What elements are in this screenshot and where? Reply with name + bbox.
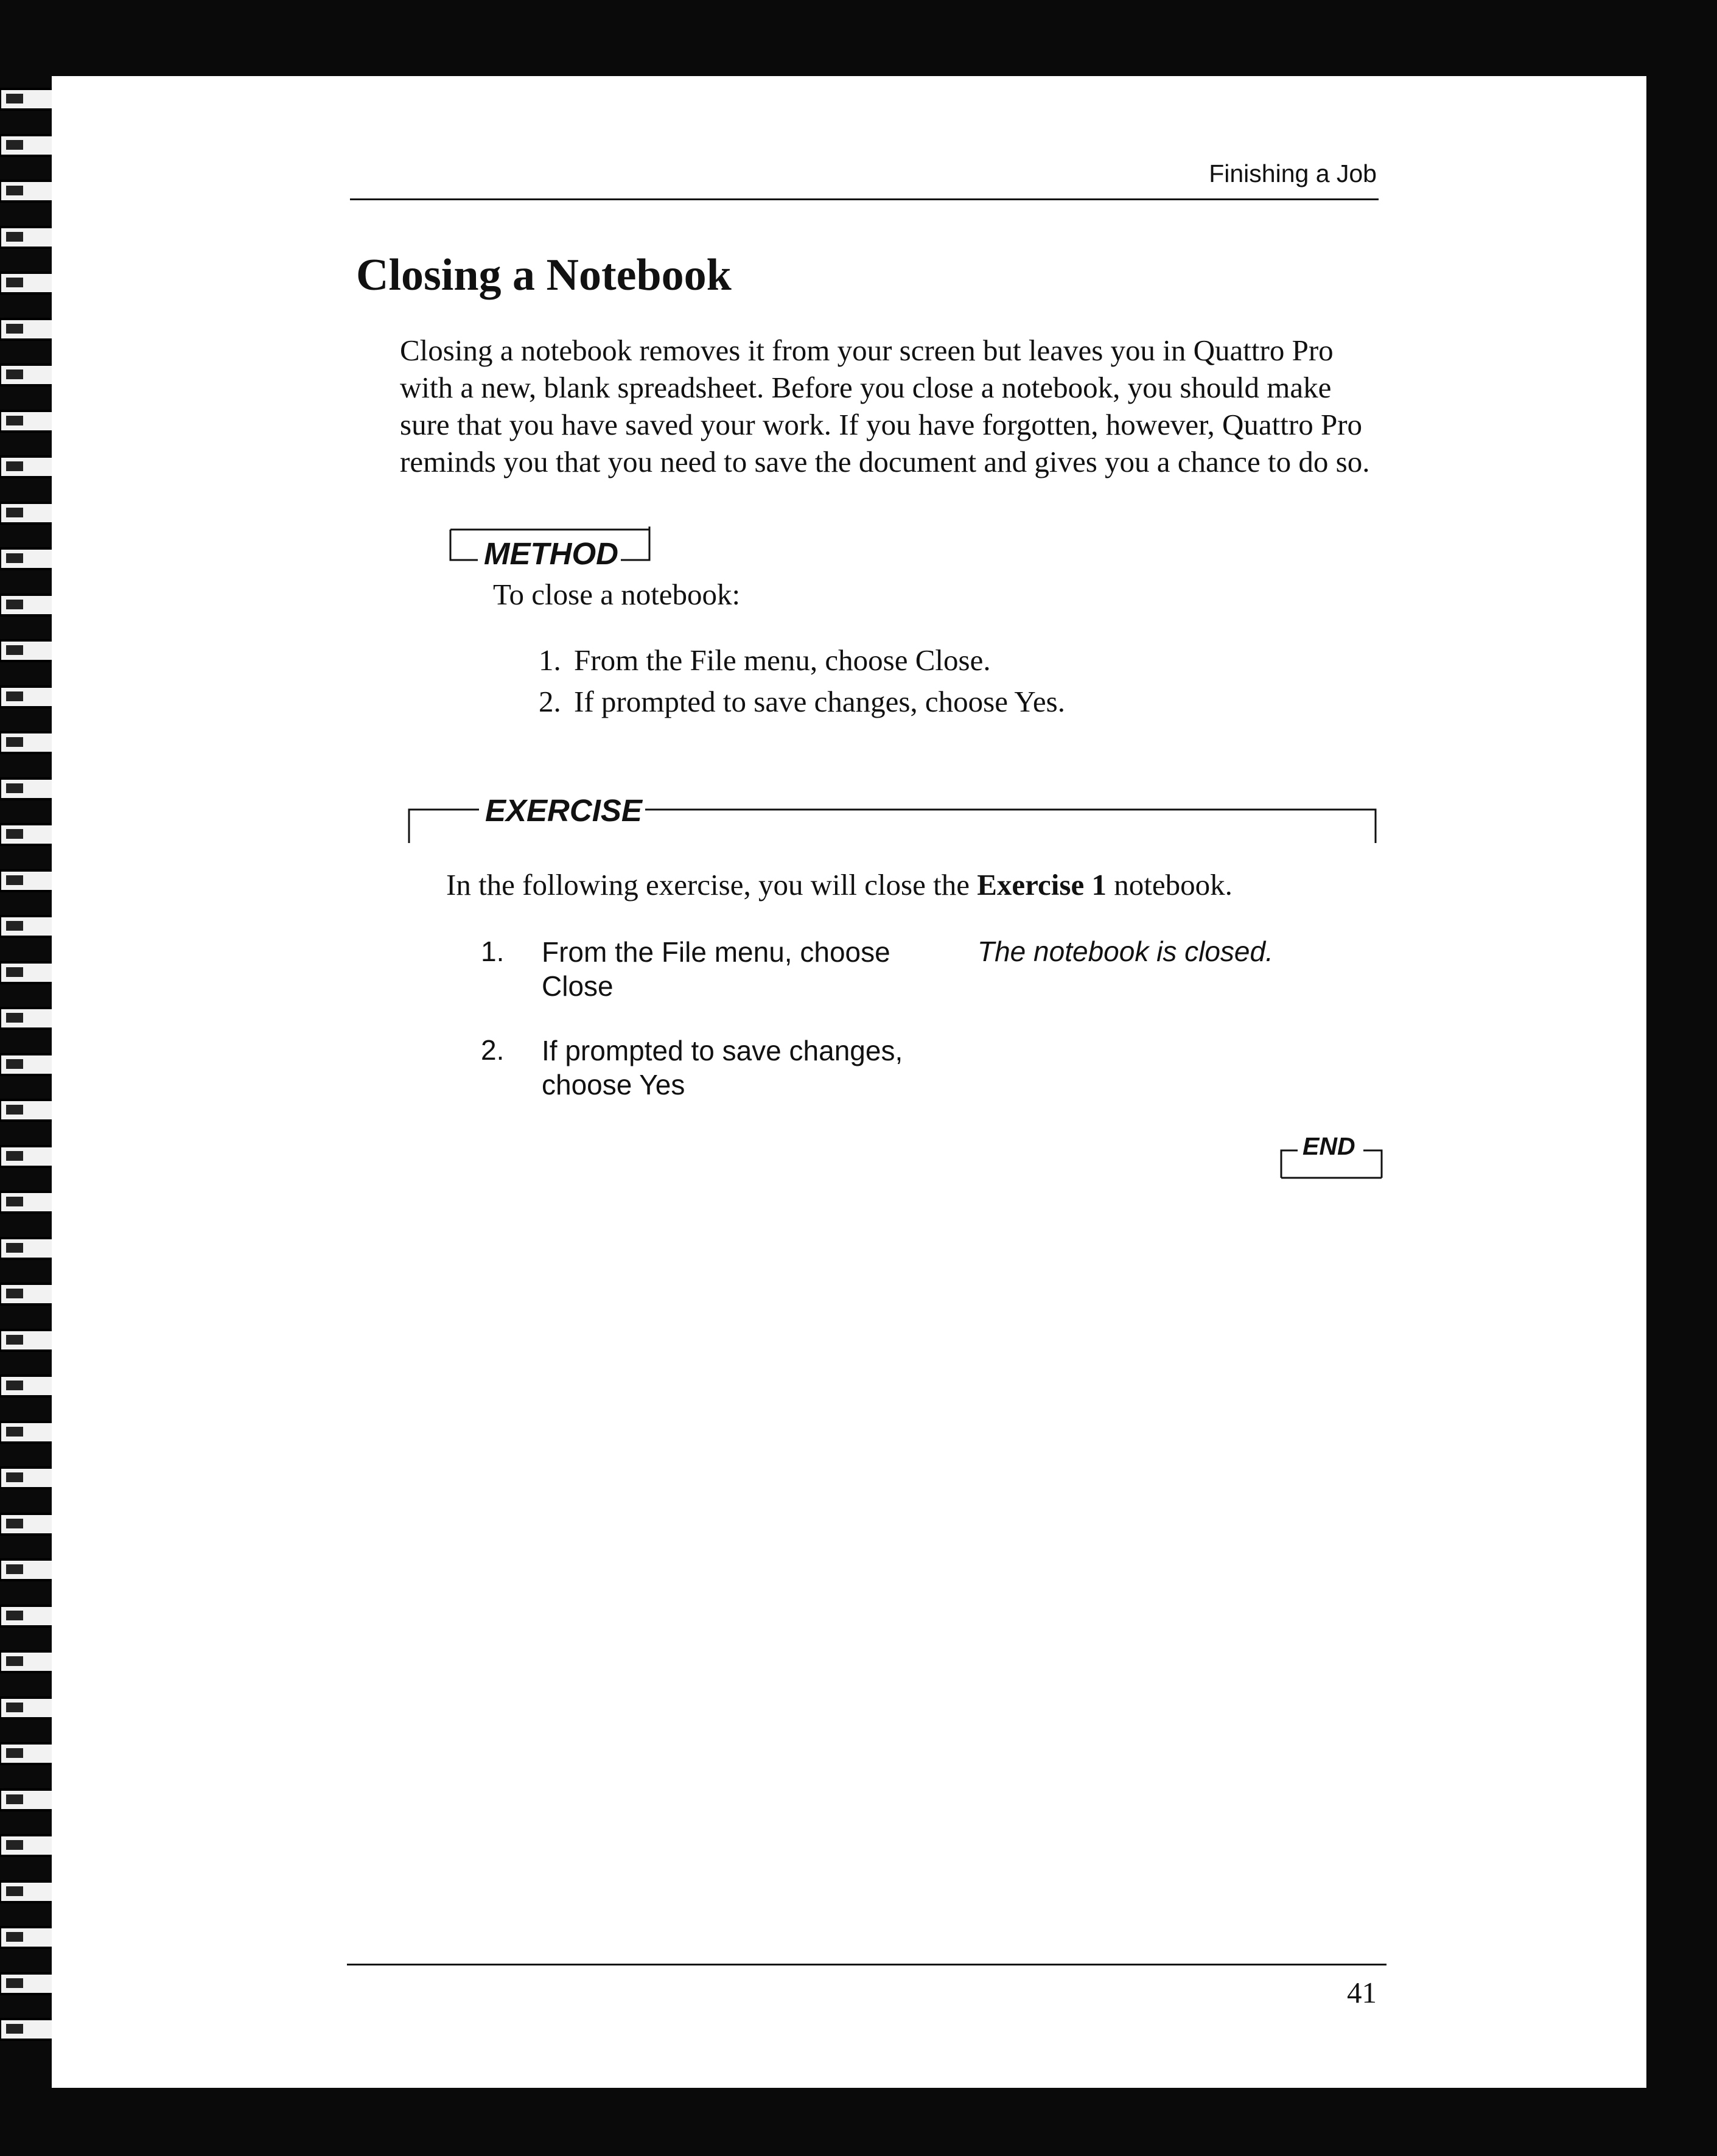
- intro-paragraph: Closing a notebook removes it from your screen but leaves you in Quattro Pro with a new, blank spreadsheet. Before you close a notebook, you should make sure that you have saved your work. If you have forgotten, however, Quattro Pro reminds you that you need to save the document and gives you a chance to do so.: [400, 334, 1370, 478]
- method-step-text: If prompted to save changes, choose Yes.: [574, 685, 1065, 718]
- exercise-label: EXERCISE: [485, 793, 642, 828]
- exercise-step-number: 1.: [481, 936, 505, 967]
- end-label: END: [1303, 1132, 1355, 1160]
- running-head: Finishing a Job: [1209, 159, 1377, 187]
- exercise-intro: [446, 867, 1233, 902]
- exercise-step-text: If prompted to save changes, choose Yes: [542, 1035, 903, 1101]
- method-intro: To close a notebook:: [493, 578, 741, 611]
- method-step-number: 2.: [539, 685, 561, 718]
- exercise-intro-text: In the following exercise, you will close the: [446, 868, 977, 901]
- exercise-intro-bold: Exercise 1: [977, 868, 1107, 901]
- exercise-step-text: From the File menu, choose Close: [542, 936, 890, 1002]
- method-step-text: From the File menu, choose Close.: [574, 643, 991, 677]
- method-label: METHOD: [484, 536, 618, 571]
- page-title: Closing a Notebook: [356, 250, 732, 300]
- header-rule: [350, 198, 1379, 200]
- exercise-step-number: 2.: [481, 1034, 505, 1066]
- method-step-number: 1.: [539, 643, 561, 677]
- exercise-step-result: The notebook is closed.: [977, 936, 1273, 967]
- exercise-intro-text: notebook.: [1106, 868, 1233, 901]
- page-number: 41: [1347, 1976, 1377, 2009]
- footer-rule: [347, 1964, 1387, 1965]
